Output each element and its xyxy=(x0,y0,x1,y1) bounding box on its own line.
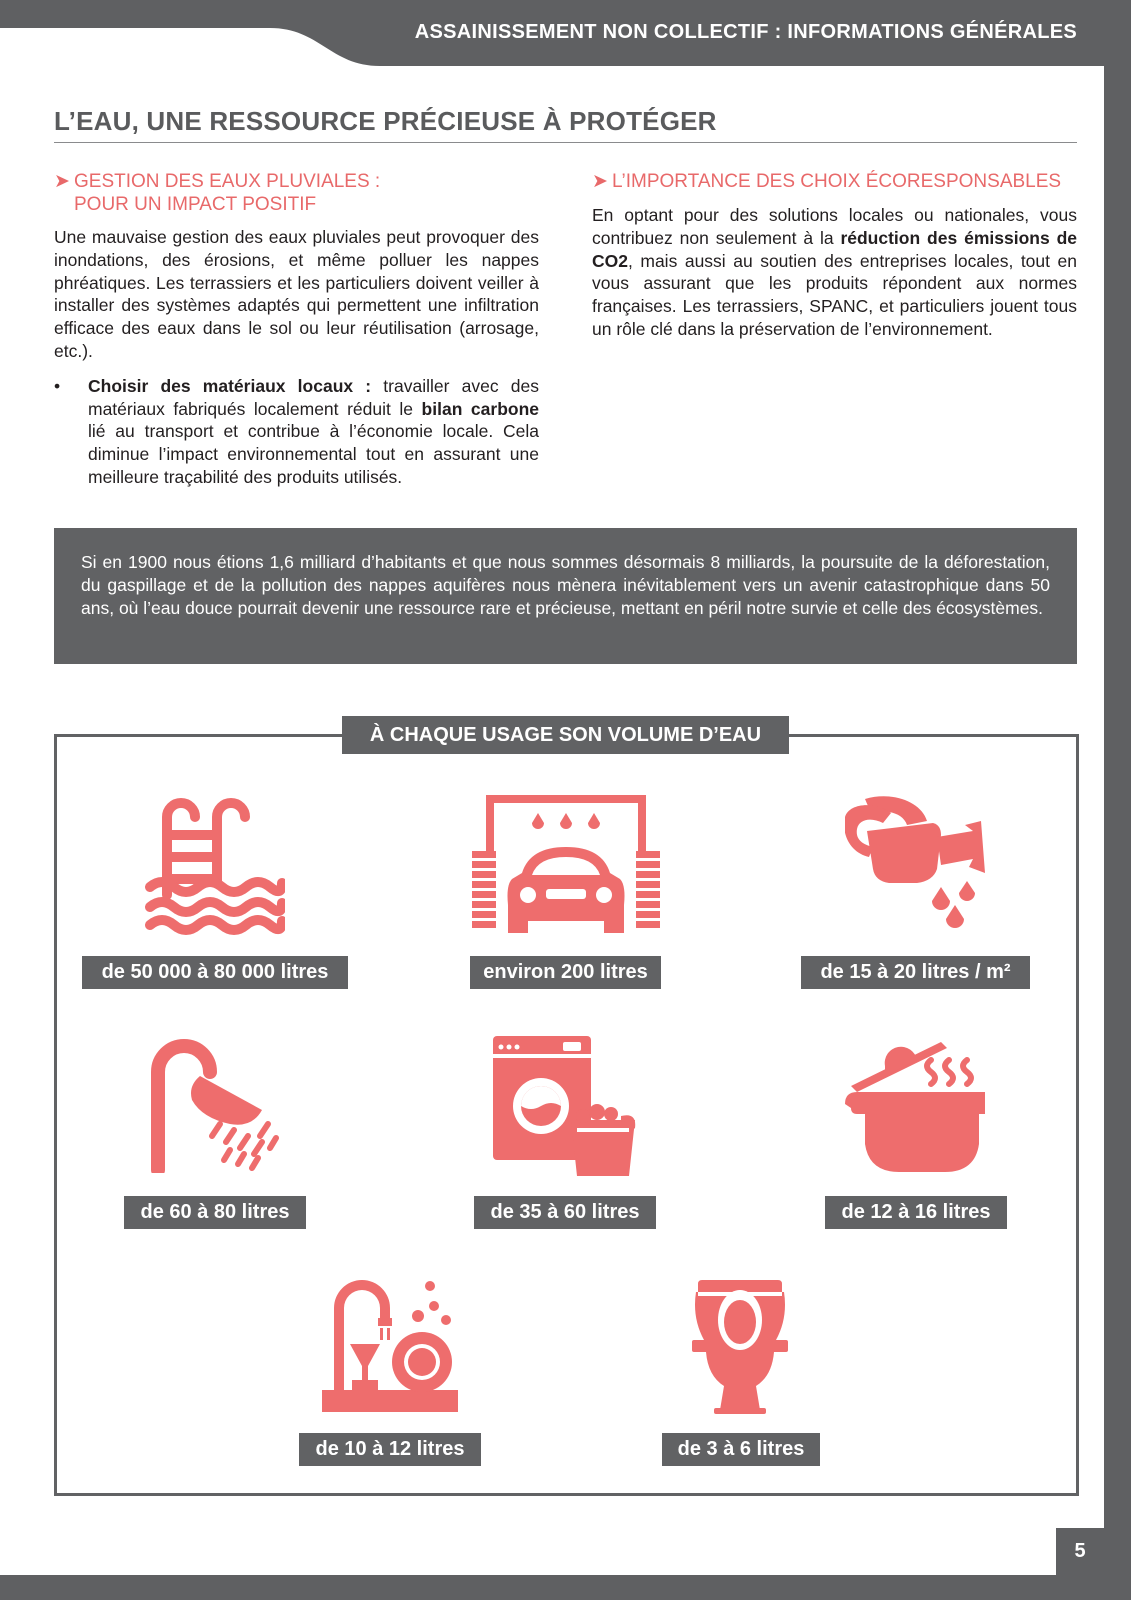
volume-label-washing-machine: de 35 à 60 litres xyxy=(474,1196,656,1229)
cooking-pot-icon xyxy=(845,1036,985,1176)
volume-label-cooking: de 12 à 16 litres xyxy=(825,1196,1007,1229)
ecoresponsible-paragraph: En optant pour des solutions locales ou nationales, vous contribuez non seulement à la réduction des émissions de CO2, mais aussi au soutien des entreprises locales, tout en vous assurant que les produits répondent aux normes françaises. Les terrassiers, SPANC, et particuliers jouent tous un rôle clé dans la préservation de l’environnement. xyxy=(592,205,1077,339)
bottom-frame-bar xyxy=(0,1575,1131,1600)
section-heading-rainwater: ➤ GESTION DES EAUX PLUVIALES : POUR UN IMPACT POSITIF xyxy=(54,170,539,216)
chevron-right-icon: ➤ xyxy=(54,171,70,192)
callout-text: Si en 1900 nous étions 1,6 milliard d’habitants et que nous sommes désormais 8 milliards, la poursuite de la déforestation, du gaspillage et de la pollution des nappes aquifères nous mènera inévitablement vers un avenir catastrophique dans 50 ans, où l’eau douce pourrait devenir une ressource rare et précieuse, mettant en péril notre survie et celle des écosystèmes. xyxy=(81,552,1050,618)
header-band xyxy=(0,0,1131,66)
toilet-icon xyxy=(692,1278,788,1418)
car-wash-icon xyxy=(472,795,660,935)
right-frame-bar xyxy=(1104,0,1131,1600)
dishwashing-icon xyxy=(322,1278,462,1418)
volume-label-pool: de 50 000 à 80 000 litres xyxy=(82,956,348,989)
volume-label-toilet: de 3 à 6 litres xyxy=(662,1433,820,1466)
bullet-text-end: lié au transport et contribue à l’économie locale. Cela diminue l’impact environnemental tout en assurant une meilleure traçabilité des produits utilisés. xyxy=(88,421,539,487)
volume-label-car-wash: environ 200 litres xyxy=(470,956,661,989)
washing-machine-icon xyxy=(493,1036,643,1176)
volume-label-shower: de 60 à 80 litres xyxy=(124,1196,306,1229)
bullet-emphasis: bilan carbone xyxy=(421,398,539,419)
left-column xyxy=(54,170,539,489)
co2-emphasis: réduction des émissions de CO2 xyxy=(592,227,1077,271)
right-column xyxy=(592,170,1077,341)
bullet-marker: • xyxy=(54,375,61,396)
swimming-pool-icon xyxy=(145,795,285,935)
list-item xyxy=(54,375,539,489)
volume-label-watering: de 15 à 20 litres / m² xyxy=(801,956,1030,989)
shower-icon xyxy=(150,1038,285,1173)
page-title: L’EAU, UNE RESSOURCE PRÉCIEUSE À PROTÉGER xyxy=(54,106,717,136)
page-number: 5 xyxy=(1056,1528,1104,1575)
section-heading-ecoresponsible: ➤ L’IMPORTANCE DES CHOIX ÉCORESPONSABLES xyxy=(592,171,1062,192)
volume-label-dishes: de 10 à 12 litres xyxy=(299,1433,481,1466)
section-heading-line2: POUR UN IMPACT POSITIF xyxy=(74,194,317,215)
callout-box xyxy=(54,528,1077,664)
bullet-text: travailler avec des matériaux fabriqués localement réduit le xyxy=(88,375,539,419)
header-title: ASSAINISSEMENT NON COLLECTIF : INFORMATIONS GÉNÉRALES xyxy=(414,21,1077,43)
watering-can-icon xyxy=(845,795,985,935)
bullet-lead: Choisir des matériaux locaux : xyxy=(88,375,372,396)
chevron-right-icon: ➤ xyxy=(592,171,608,192)
rainwater-paragraph: Une mauvaise gestion des eaux pluviales peut provoquer des inondations, des érosions, et même polluer les nappes phréatiques. Les terrassiers et les particuliers doivent veiller à installer des systèmes adaptés qui permettent une infiltration efficace des eaux dans le sol ou leur réutilisation (arrosage, etc.). xyxy=(54,227,539,361)
usage-title: À CHAQUE USAGE SON VOLUME D’EAU xyxy=(342,716,789,754)
title-divider xyxy=(54,142,1077,143)
